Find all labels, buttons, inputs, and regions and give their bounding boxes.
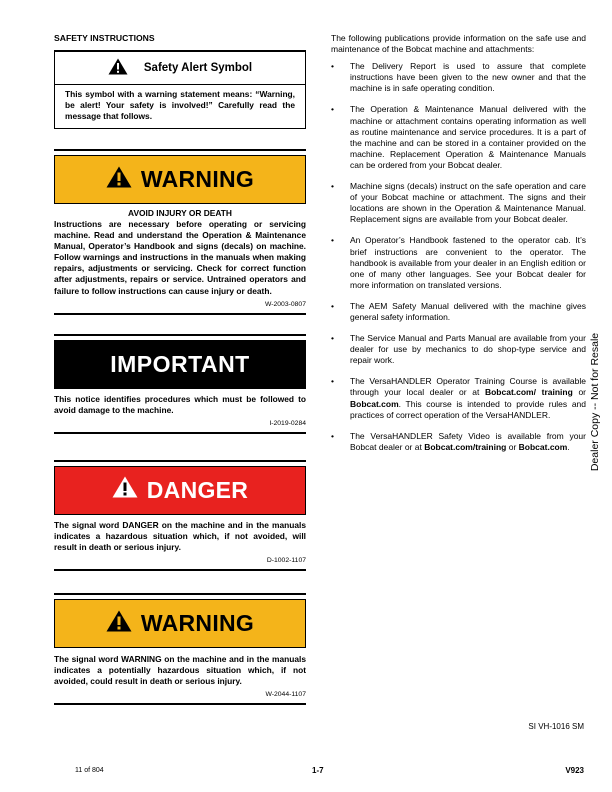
danger-text: The signal word DANGER on the machine and in the manuals indicates a hazardous situation which, if not avoided, will result in death or serious injury. <box>54 519 306 553</box>
bullet-icon: • <box>331 235 334 246</box>
warning-label-2: WARNING <box>140 610 255 637</box>
list-item: • Machine signs (decals) instruct on the safe operation and care of your Bobcat machine or attachment. The signs and their locations are shown in the Operation & Maintenance Manual. Replacement signs are available from your Bobcat dealer. <box>331 181 586 225</box>
warning-title-1: AVOID INJURY OR DEATH <box>128 208 232 218</box>
link-text: Bobcat.com/ training <box>484 387 573 398</box>
list-item: • The AEM Safety Manual delivered with the machine gives general safety information. <box>331 300 586 322</box>
important-code: I-2019-0284 <box>269 419 306 427</box>
warning-triangle-icon <box>106 166 132 194</box>
danger-banner <box>54 466 306 515</box>
list-item: • The VersaHANDLER Operator Training Course is available through your local dealer or at Bobcat.com/ training or Bobcat.com. This course is intended to provide rules and practices of correct operation of the VersaHANDLER. <box>331 376 586 420</box>
warning-text-1: Instructions are necessary before operating or servicing machine. Read and understand the Operation & Maintenance Manual, Operator’s Handbook and signs (decals) on machine. Follow warnings and instructions in the manuals when making repairs, adjustments or servicing. Check for correct function after adjustments, repairs or service. Untrained operators and failure to follow instructions can cause injury or death. <box>54 219 306 296</box>
safety-alert-text: This symbol with a warning statement means: “Warning, be alert! Your safety is involved!” Carefully read the message that follows. <box>65 89 295 121</box>
link-text: Bobcat.com/training <box>424 441 507 452</box>
warning-triangle-icon <box>108 58 128 78</box>
bullet-icon: • <box>331 104 334 115</box>
publications-intro: The following publications provide information on the safe use and maintenance of the Bobcat machine and attachments: <box>331 33 586 55</box>
publications-list <box>331 61 586 453</box>
link-text: Bobcat.com <box>350 398 399 409</box>
section-title: SAFETY INSTRUCTIONS <box>54 33 155 43</box>
important-block <box>54 334 306 434</box>
important-banner <box>54 340 306 389</box>
danger-code: D-1002-1107 <box>266 557 306 565</box>
list-item: • The Delivery Report is used to assure that complete instructions have been given to the new owner and that the machine is in safe operating condition. <box>331 61 586 94</box>
warning-block-1 <box>54 149 306 315</box>
warning-triangle-icon <box>106 610 132 638</box>
list-item: • The Operation & Maintenance Manual delivered with the machine or attachment contains operating information as well as routine maintenance and service procedures. It is a part of the machine and can be stored in a container provided on the machine. Replacement Operation & Maintenance Manuals can be ordered from your Bobcat dealer. <box>331 104 586 170</box>
bullet-icon: • <box>331 430 334 441</box>
dealer-copy-watermark: Dealer Copy -- Not for Resale <box>589 332 601 472</box>
warning-triangle-icon <box>112 476 138 504</box>
important-text: This notice identifies procedures which must be followed to avoid damage to the machine. <box>54 393 306 415</box>
bullet-icon: • <box>331 333 334 344</box>
bullet-icon: • <box>331 61 334 72</box>
document-id: SI VH-1016 SM <box>528 722 584 731</box>
left-column <box>54 33 306 705</box>
warning-label-1: WARNING <box>140 166 255 192</box>
warning-block-2 <box>54 593 306 705</box>
right-column <box>331 33 586 463</box>
warning-banner-2 <box>54 599 306 648</box>
safety-alert-header <box>55 52 305 85</box>
list-item: • The Service Manual and Parts Manual are available from your dealer for use by mechanics to do shop-type service and repair work. <box>331 333 586 366</box>
list-item: • The VersaHANDLER Safety Video is available from your Bobcat dealer or at Bobcat.com/training or Bobcat.com. <box>331 430 586 452</box>
model-number: V923 <box>565 766 584 775</box>
warning-banner-1 <box>54 155 306 204</box>
list-item: • An Operator’s Handbook fastened to the operator cab. It’s brief instructions are convenient to the operator. The handbook is available from your dealer in an English edition or one of many other languages. See your Bobcat dealer for more information on translated versions. <box>331 235 586 290</box>
bullet-icon: • <box>331 376 334 387</box>
bullet-icon: • <box>331 300 334 311</box>
link-text: Bobcat.com <box>518 441 568 452</box>
bullet-icon: • <box>331 181 334 192</box>
danger-label: DANGER <box>146 476 249 503</box>
safety-alert-box <box>54 50 306 129</box>
warning-code-2: W-2044-1107 <box>265 691 306 699</box>
important-label: IMPORTANT <box>110 350 250 377</box>
safety-alert-heading: Safety Alert Symbol <box>143 62 253 74</box>
page-number: 1-7 <box>312 766 324 775</box>
page-count: 11 of 804 <box>75 767 104 774</box>
warning-text-2: The signal word WARNING on the machine and in the manuals indicates a potentially hazardous situation which, if not avoided, could result in death or serious injury. <box>54 654 306 687</box>
danger-block <box>54 460 306 571</box>
warning-code-1: W-2003-0807 <box>264 300 306 308</box>
